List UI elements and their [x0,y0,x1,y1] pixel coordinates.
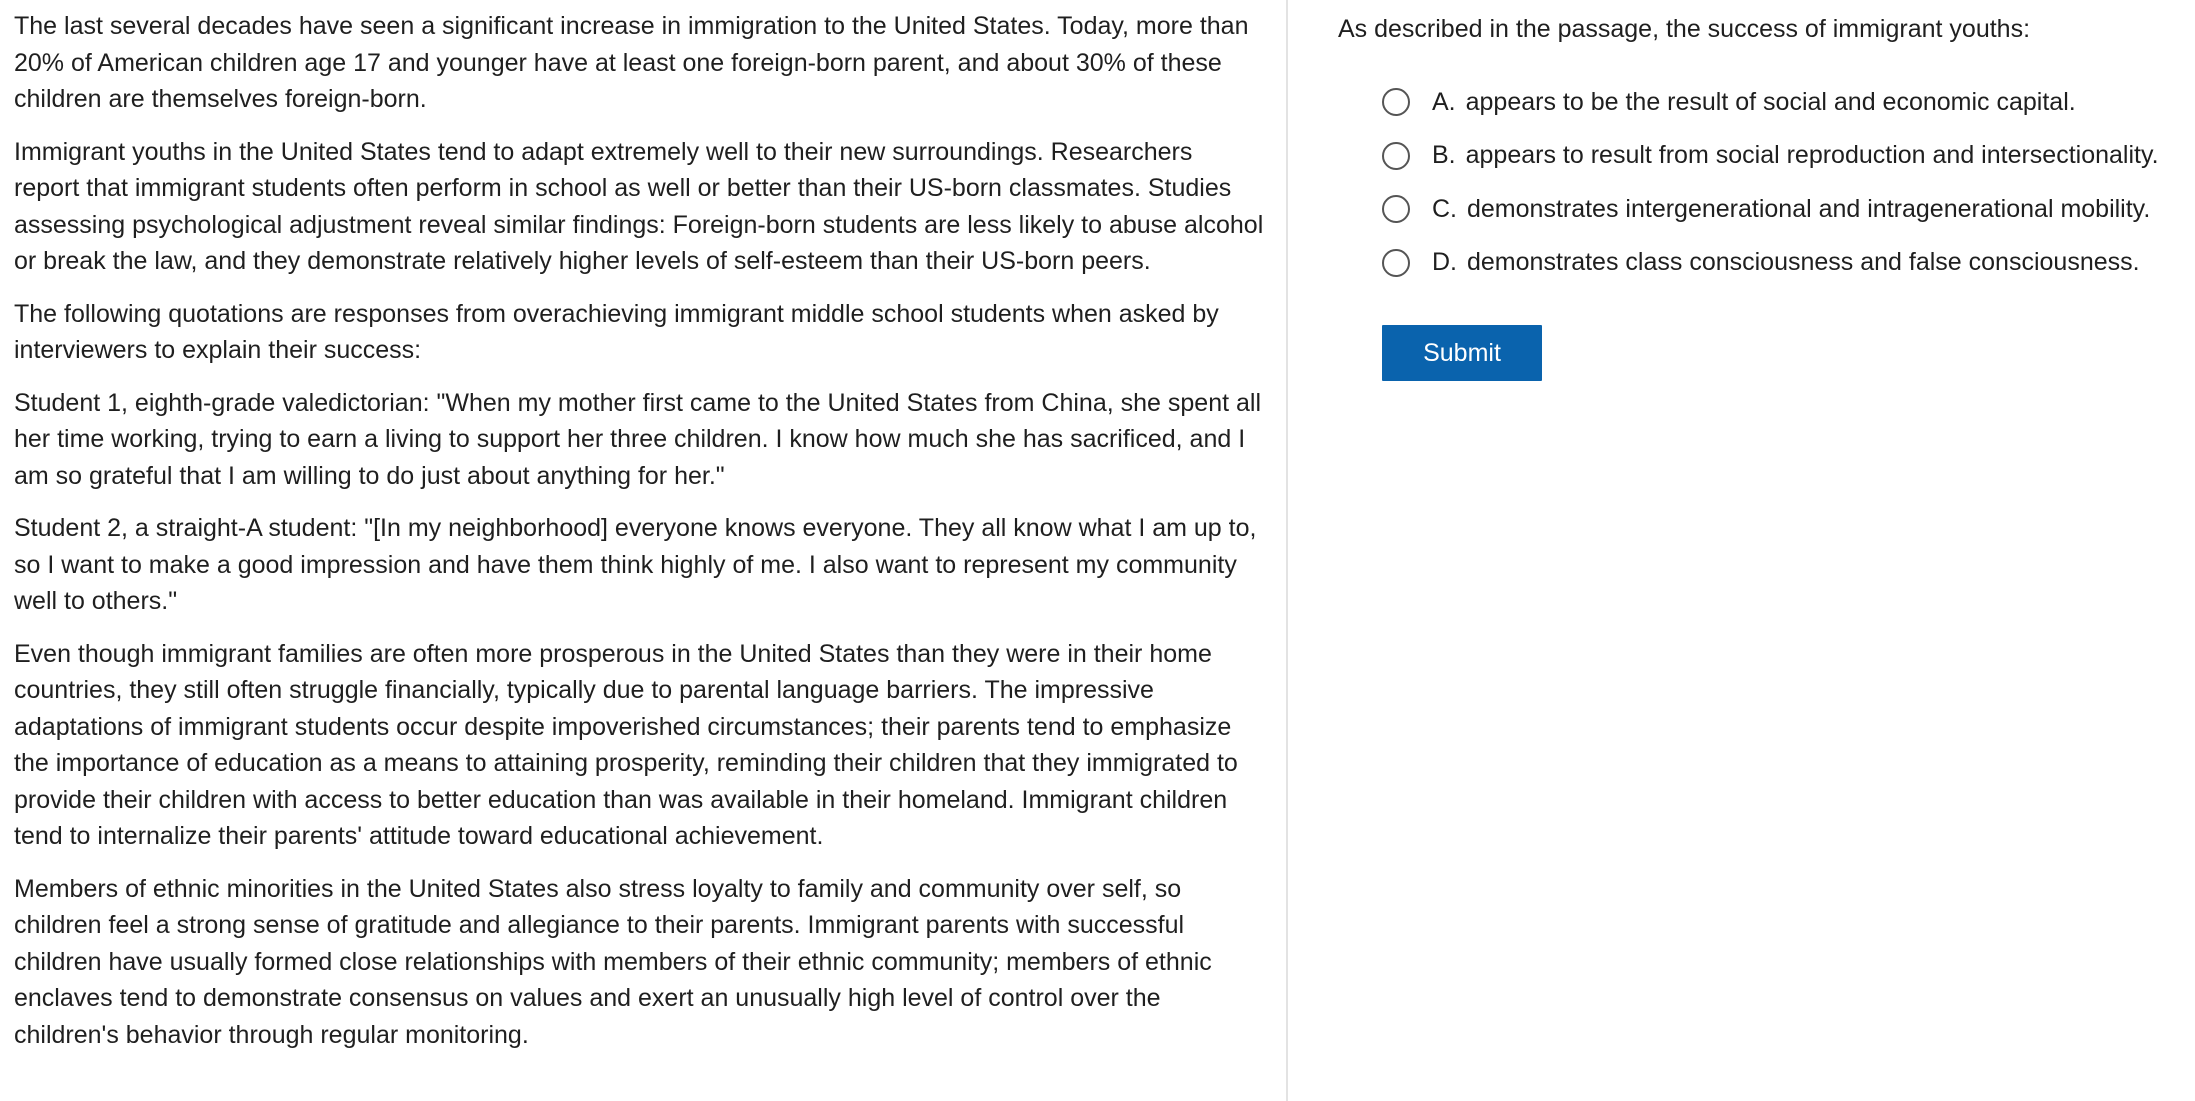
option-letter-b: B. [1432,141,1456,169]
answer-option-b[interactable] [1382,138,2159,174]
question-pane [1290,0,2195,1101]
answer-option-a[interactable] [1382,84,2159,120]
passage-paragraph-3: The following quotations are responses from overachieving immigrant middle school students when asked by interviewers to explain their success: [14,299,1219,364]
option-letter-d: D. [1432,248,1457,276]
radio-button-d[interactable] [1382,249,1410,277]
question-stem: As described in the passage, the success of immigrant youths: [1338,15,2031,43]
passage-paragraph-7: Members of ethnic minorities in the United States also stress loyalty to family and community over self, so children feel a strong sense of gratitude and allegiance to their parents. Immigrant parents with successful children have usually formed close relationships with members of their ethnic community; members of ethnic enclaves tend to demonstrate consensus on values and exert an unusually high level of control over the children's behavior through regular monitoring. [14,874,1212,1049]
option-letter-a: A. [1432,87,1456,116]
radio-button-c[interactable] [1382,195,1410,223]
answer-option-d[interactable] [1382,245,2159,281]
answer-option-c[interactable] [1382,191,2159,227]
option-text-a: appears to be the result of social and economic capital. [1465,87,2076,116]
option-text-c: demonstrates intergenerational and intragenerational mobility. [1467,194,2151,223]
submit-button[interactable]: Submit [1382,325,1542,381]
passage-paragraph-5: Student 2, a straight-A student: "[In my neighborhood] everyone knows everyone. They all know what I am up to, so I want to make a good impression and have them think highly of me. I also want to represent my community well to others." [14,514,1257,615]
option-text-b: appears to result from social reproduction and intersectionality. [1465,141,2159,169]
radio-button-b[interactable] [1382,142,1410,170]
option-text-d: demonstrates class consciousness and false consciousness. [1467,248,2140,276]
radio-button-a[interactable] [1382,88,1410,116]
answer-options [1382,84,2159,298]
option-letter-c: C. [1432,194,1457,223]
passage-paragraph-1: The last several decades have seen a significant increase in immigration to the United States. Today, more than 20% of American children age 17 and younger have at least one foreign-born parent, and about 30% of these children are themselves foreign-born. [14,12,1249,113]
passage-paragraph-2: Immigrant youths in the United States tend to adapt extremely well to their new surroundings. Researchers report that immigrant students often perform in school as well or better than their US-born classmates. Studies assessing psychological adjustment reveal similar findings: Foreign-born students are less likely to abuse alcohol or break the law, and they demonstrate relatively higher levels of self-esteem than their US-born peers. [14,137,1264,275]
passage-paragraph-6: Even though immigrant families are often more prosperous in the United States than they were in their home countries, they still often struggle financially, typically due to parental language barriers. The impressive adaptations of immigrant students occur despite impoverished circumstances; their parents tend to emphasize the importance of education as a means to attaining prosperity, reminding their children that they immigrated to provide their children with access to better education than was available in their homeland. Immigrant children tend to internalize their parents' attitude toward educational achievement. [14,639,1238,850]
passage-paragraph-4: Student 1, eighth-grade valedictorian: "When my mother first came to the United States from China, she spent all her time working, trying to earn a living to support her three children. I know how much she has sacrificed, and I am so grateful that I am willing to do just about anything for her." [14,388,1261,490]
